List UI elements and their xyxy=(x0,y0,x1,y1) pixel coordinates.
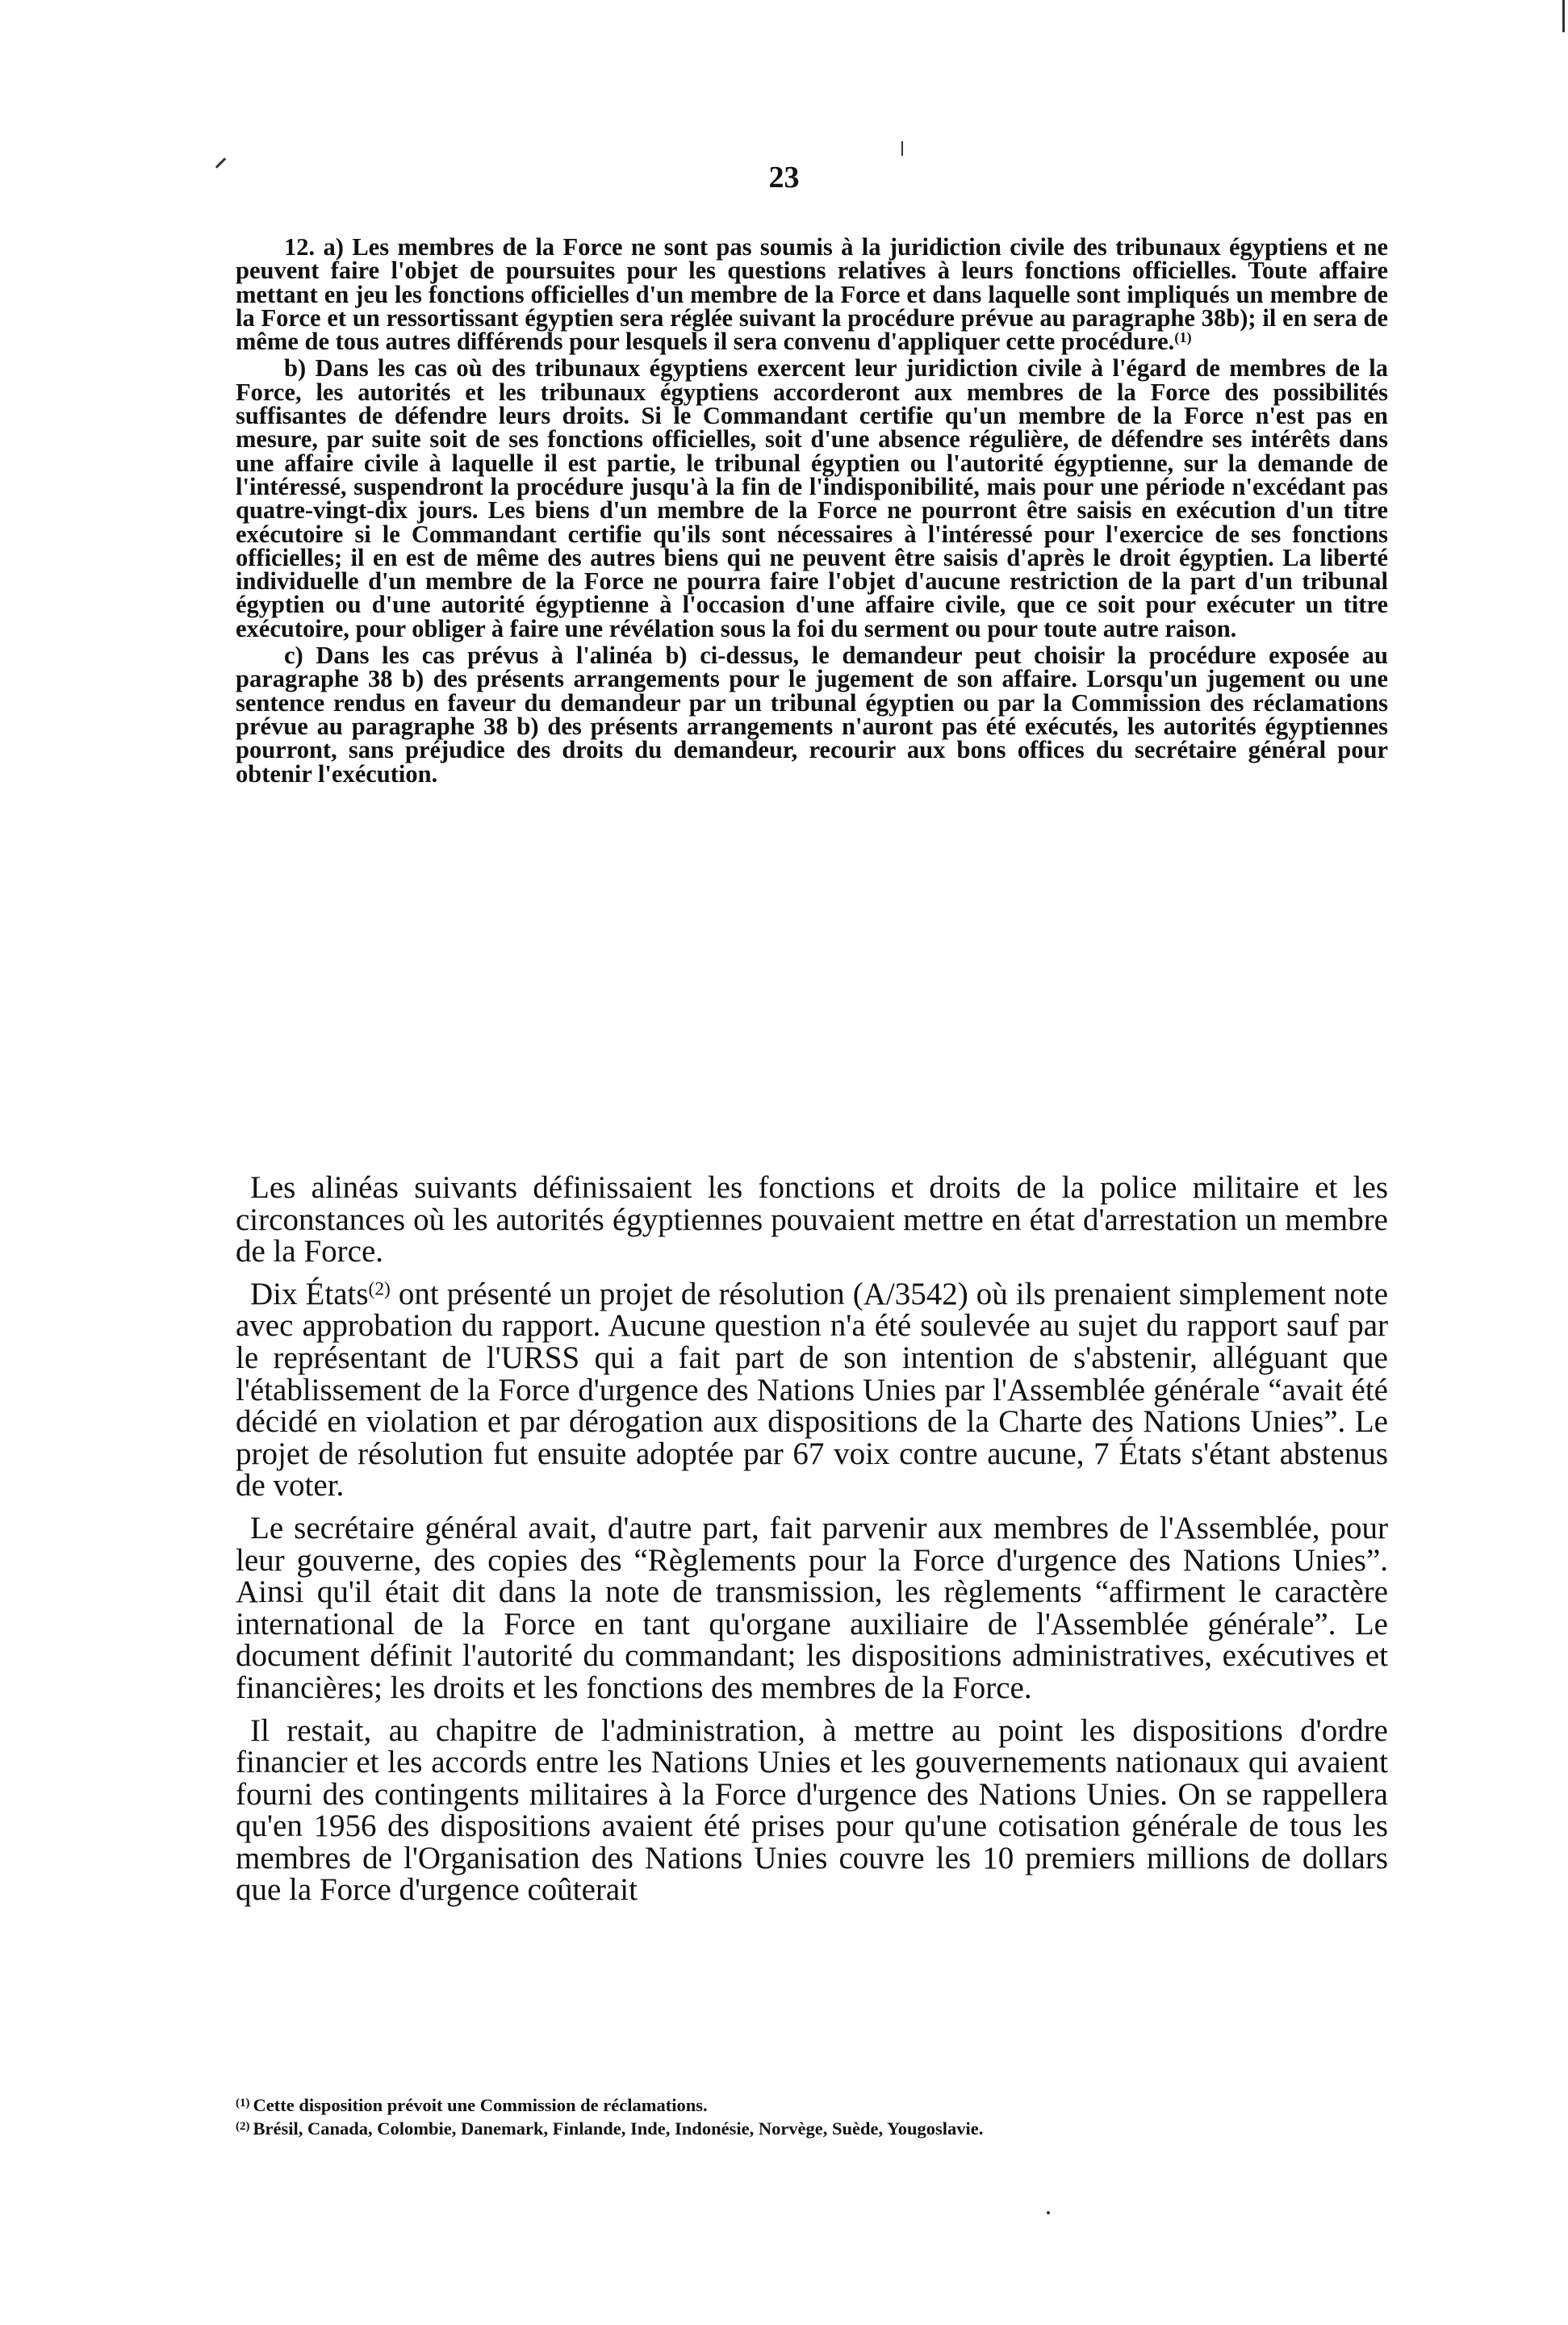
quoted-article-12 xyxy=(236,233,1388,789)
body-paragraph-2-rest: ont présenté un projet de résolution (A/3542) où ils prenaient simplement note avec approbation du rapport. Aucune question n'a été soulevée au sujet du rapport sauf par le représentant de l'URSS qui a fait part de son intention de s'abstenir, alléguant que l'établissement de la Force d'urgence des Nations Unies par l'Assemblée générale “avait été décidé en violation et par dérogation aux dispositions de la Charte des Nations Unies”. Le projet de résolution fut ensuite adoptée par 67 voix contre aucune, 7 États s'étant abstenus de voter. xyxy=(236,1276,1389,1503)
footnote-2-text: Brésil, Canada, Colombie, Danemark, Finlande, Inde, Indonésie, Norvège, Suède, Yougoslavie. xyxy=(253,2118,984,2139)
footnote-ref-2: (2) xyxy=(368,1278,391,1300)
main-text xyxy=(236,1172,1388,1917)
body-paragraph-3: Le secrétaire général avait, d'autre part, fait parvenir aux membres de l'Assemblée, pour leur gouverne, des copies des “Règlements pour la Force d'urgence des Nations Unies”. Ainsi qu'il était dit dans la note de transmission, les règlements “affirment le caractère international de la Force en tant qu'organe auxiliaire de l'Assemblée générale”. Le document définit l'autorité du commandant; les dispositions administratives, exécutives et financières; les droits et les fonctions des membres de la Force. xyxy=(236,1510,1388,1705)
body-paragraph-4: Il restait, au chapitre de l'administration, à mettre au point les dispositions d'ordre financier et les accords entre les Nations Unies et les gouvernements nationaux qui avaient fourni des contingents militaires à la Force d'urgence des Nations Unies. On se rappellera qu'en 1956 des dispositions avaient été prises pour qu'une cotisation générale de tous les membres de l'Organisation des Nations Unies couvre les 10 premiers millions de dollars que la Force d'urgence coûterait xyxy=(236,1712,1388,1908)
body-paragraph-2-start: Dix États xyxy=(250,1276,369,1311)
quote-paragraph-b: b) Dans les cas où des tribunaux égyptiens exercent leur juridiction civile à l'égard de membres de la Force, les autorités et les tribunaux égyptiens accorderont aux membres de la Force des possibilités suffisantes de défendre leurs droits. Si le Commandant certifie qu'un membre de la Force n'est pas en mesure, par suite soit de ses fonctions officielles, soit d'une absence régulière, de défendre ses intérêts dans une affaire civile à laquelle il est partie, le tribunal égyptien ou l'autorité égyptienne, sur la demande de l'intéressé, suspendront la procédure jusqu'à la fin de l'indisponibilité, mais pour une période n'excédant pas quatre-vingt-dix jours. Les biens d'un membre de la Force ne pourront être saisis en exécution d'un titre exécutoire si le Commandant certifie qu'ils sont nécessaires à l'intéressé pour l'exercice de ses fonctions officielles; il en est de même des autres biens qui ne peuvent être saisis d'après le droit égyptien. La liberté individuelle d'un membre de la Force ne pourra faire l'objet d'aucune restriction de la part d'un tribunal égyptien ou d'une autorité égyptienne à l'occasion d'une affaire civile, que ce soit pour exécuter un titre exécutoire, pour obliger à faire une révélation sous la foi du serment ou pour toute autre raison. xyxy=(236,354,1388,642)
quote-paragraph-a-text: 12. a) Les membres de la Force ne sont pas soumis à la juridiction civile des tribunaux égyptiens et ne peuvent faire l'objet de poursuites pour les questions relatives à leurs fonctions officielles. Toute affaire mettant en jeu les fonctions officielles d'un membre de la Force et dans laquelle sont impliqués un membre de la Force et un ressortissant égyptien sera réglée suivant la procédure prévue au paragraphe 38b); il en sera de même de tous autres différends pour lesquels il sera convenu d'appliquer cette procédure. xyxy=(236,233,1388,356)
body-paragraph-2 xyxy=(236,1278,1388,1502)
footnotes xyxy=(236,2093,1388,2139)
quote-paragraph-a xyxy=(236,233,1388,356)
scan-edge-mark xyxy=(1562,0,1565,32)
footnote-1-mark: (1) xyxy=(236,2097,250,2110)
footnote-ref-1: (1) xyxy=(1174,329,1192,346)
body-paragraph-1: Les alinéas suivants définissaient les fonctions et droits de la police militaire et les circonstances où les autorités égyptiennes pouvaient mettre en état d'arrestation un membre de la Force. xyxy=(236,1170,1388,1269)
footnote-2 xyxy=(236,2116,1388,2139)
quote-paragraph-c: c) Dans les cas prévus à l'alinéa b) ci-dessus, le demandeur peut choisir la procédure exposée au paragraphe 38 b) des présents arrangements pour le jugement de son affaire. Lorsqu'un jugement ou une sentence rendus en faveur du demandeur par un tribunal égyptien ou par la Commission des réclamations prévue au paragraphe 38 b) des présents arrangements n'auront pas été exécutés, les autorités égyptiennes pourront, sans préjudice des droits du demandeur, recourir aux bons offices du secrétaire général pour obtenir l'exécution. xyxy=(236,642,1388,788)
scan-dot xyxy=(1047,2211,1050,2214)
footnote-1 xyxy=(236,2093,1388,2116)
footnote-2-mark: (2) xyxy=(236,2120,250,2133)
scan-mark-tick xyxy=(901,141,903,156)
page-number: 23 xyxy=(768,161,800,194)
footnote-1-text: Cette disposition prévoit une Commission de réclamations. xyxy=(253,2095,708,2115)
